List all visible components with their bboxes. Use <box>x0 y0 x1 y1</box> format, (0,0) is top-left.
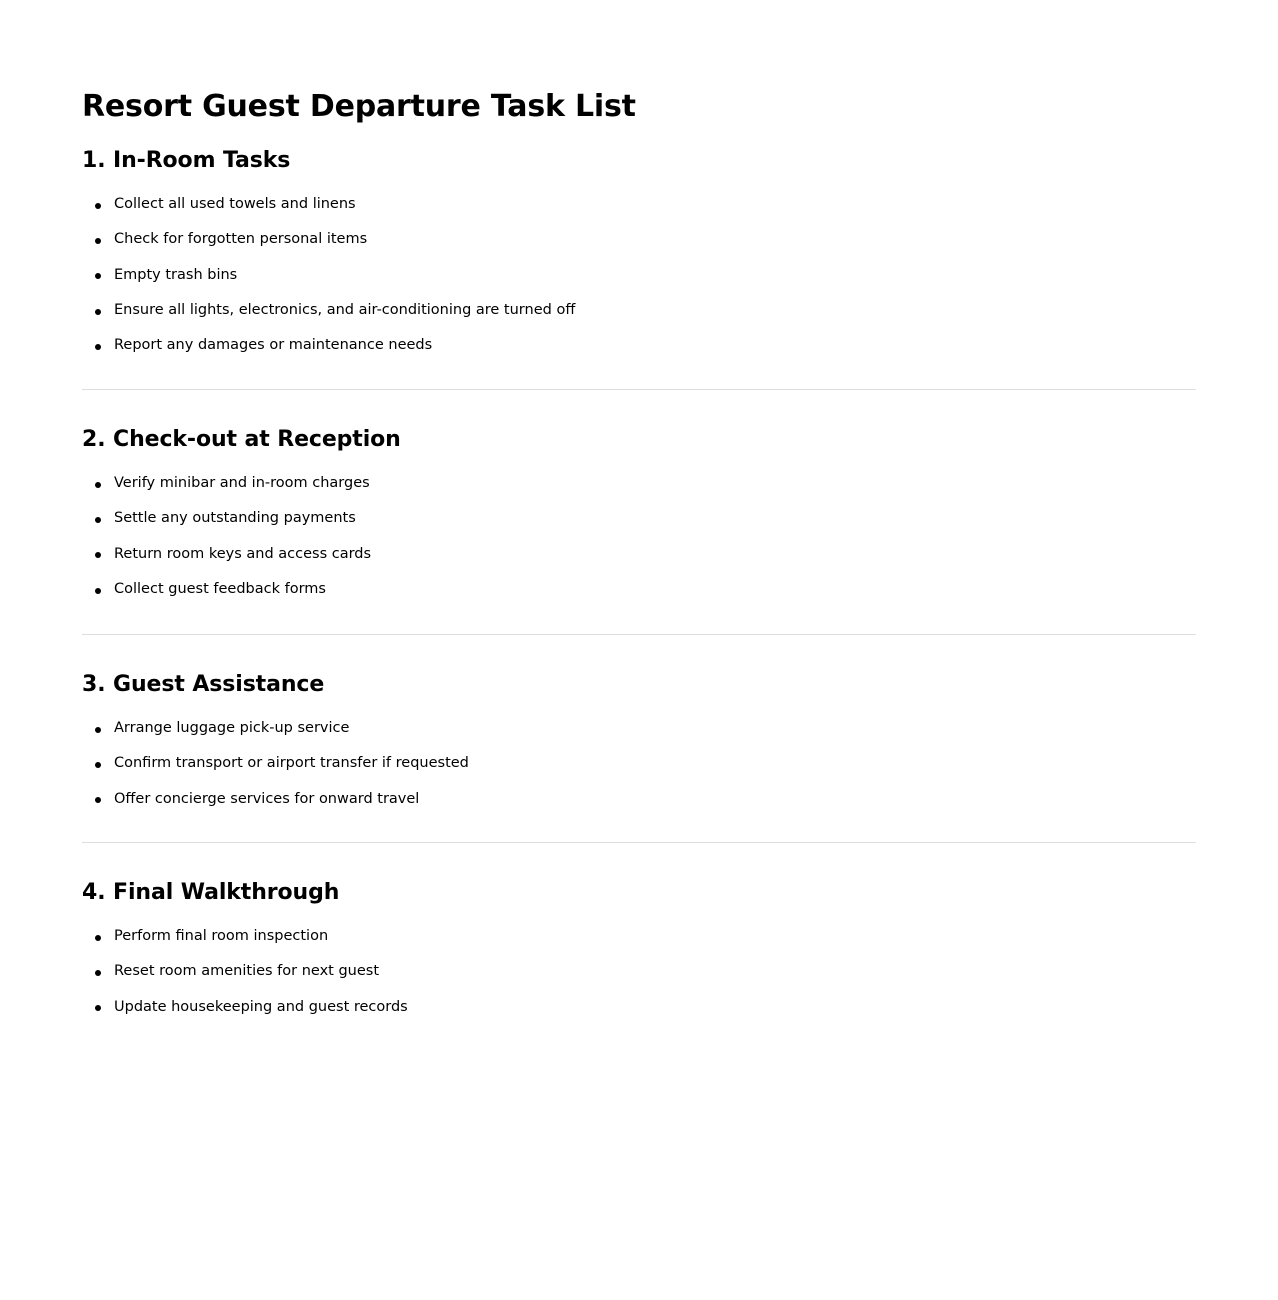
list-item-text: Collect all used towels and linens <box>114 196 356 212</box>
list-item-text: Ensure all lights, electronics, and air-conditioning are turned off <box>114 301 576 318</box>
section-guest-assistance <box>82 670 1196 817</box>
bullet-icon <box>95 935 101 941</box>
section-divider <box>82 842 1196 843</box>
list-item-text: Report any damages or maintenance needs <box>114 337 433 354</box>
list-item <box>82 222 1196 257</box>
list-item-text: Return room keys and access cards <box>114 545 372 562</box>
task-list <box>82 711 1196 817</box>
section-heading: 4. Final Walkthrough <box>82 880 340 905</box>
list-item <box>82 466 1196 501</box>
section-heading: 1. In-Room Tasks <box>82 148 291 173</box>
task-list <box>82 919 1196 1025</box>
list-item <box>82 746 1196 781</box>
section-final-walkthrough <box>82 878 1196 1025</box>
section-heading: 2. Check-out at Reception <box>82 427 401 452</box>
bullet-icon <box>95 238 101 244</box>
list-item <box>82 258 1196 293</box>
list-item <box>82 990 1196 1025</box>
bullet-icon <box>95 762 101 768</box>
bullet-icon <box>95 309 101 315</box>
list-item-text: Check for forgotten personal items <box>114 231 368 248</box>
list-item <box>82 537 1196 572</box>
list-item-text: Reset room amenities for next guest <box>114 963 380 980</box>
list-item <box>82 954 1196 989</box>
section-divider <box>82 389 1196 390</box>
bullet-icon <box>95 1005 101 1011</box>
list-item <box>82 919 1196 954</box>
section-divider <box>82 634 1196 635</box>
bullet-icon <box>95 552 101 558</box>
list-item-text: Arrange luggage pick-up service <box>114 720 350 736</box>
bullet-icon <box>95 203 101 209</box>
page-title: Resort Guest Departure Task List <box>82 89 636 124</box>
list-item <box>82 328 1196 363</box>
bullet-icon <box>95 517 101 523</box>
list-item <box>82 501 1196 536</box>
bullet-icon <box>95 344 101 350</box>
list-item <box>82 293 1196 328</box>
bullet-icon <box>95 482 101 488</box>
list-item-text: Verify minibar and in-room charges <box>114 475 370 491</box>
list-item <box>82 187 1196 222</box>
section-check-out <box>82 425 1196 607</box>
bullet-icon <box>95 588 101 594</box>
bullet-icon <box>95 727 101 733</box>
list-item <box>82 782 1196 817</box>
section-in-room-tasks <box>82 146 1196 363</box>
list-item-text: Collect guest feedback forms <box>114 580 326 597</box>
list-item-text: Perform final room inspection <box>114 928 329 944</box>
list-item-text: Confirm transport or airport transfer if requested <box>114 755 469 772</box>
bullet-icon <box>95 970 101 976</box>
list-item-text: Update housekeeping and guest records <box>114 998 408 1015</box>
task-list <box>82 466 1196 607</box>
list-item <box>82 572 1196 607</box>
task-list <box>82 187 1196 363</box>
list-item-text: Offer concierge services for onward travel <box>114 790 420 807</box>
section-heading: 3. Guest Assistance <box>82 672 325 697</box>
list-item <box>82 711 1196 746</box>
list-item-text: Empty trash bins <box>114 266 238 283</box>
bullet-icon <box>95 273 101 279</box>
bullet-icon <box>95 797 101 803</box>
list-item-text: Settle any outstanding payments <box>114 510 356 527</box>
